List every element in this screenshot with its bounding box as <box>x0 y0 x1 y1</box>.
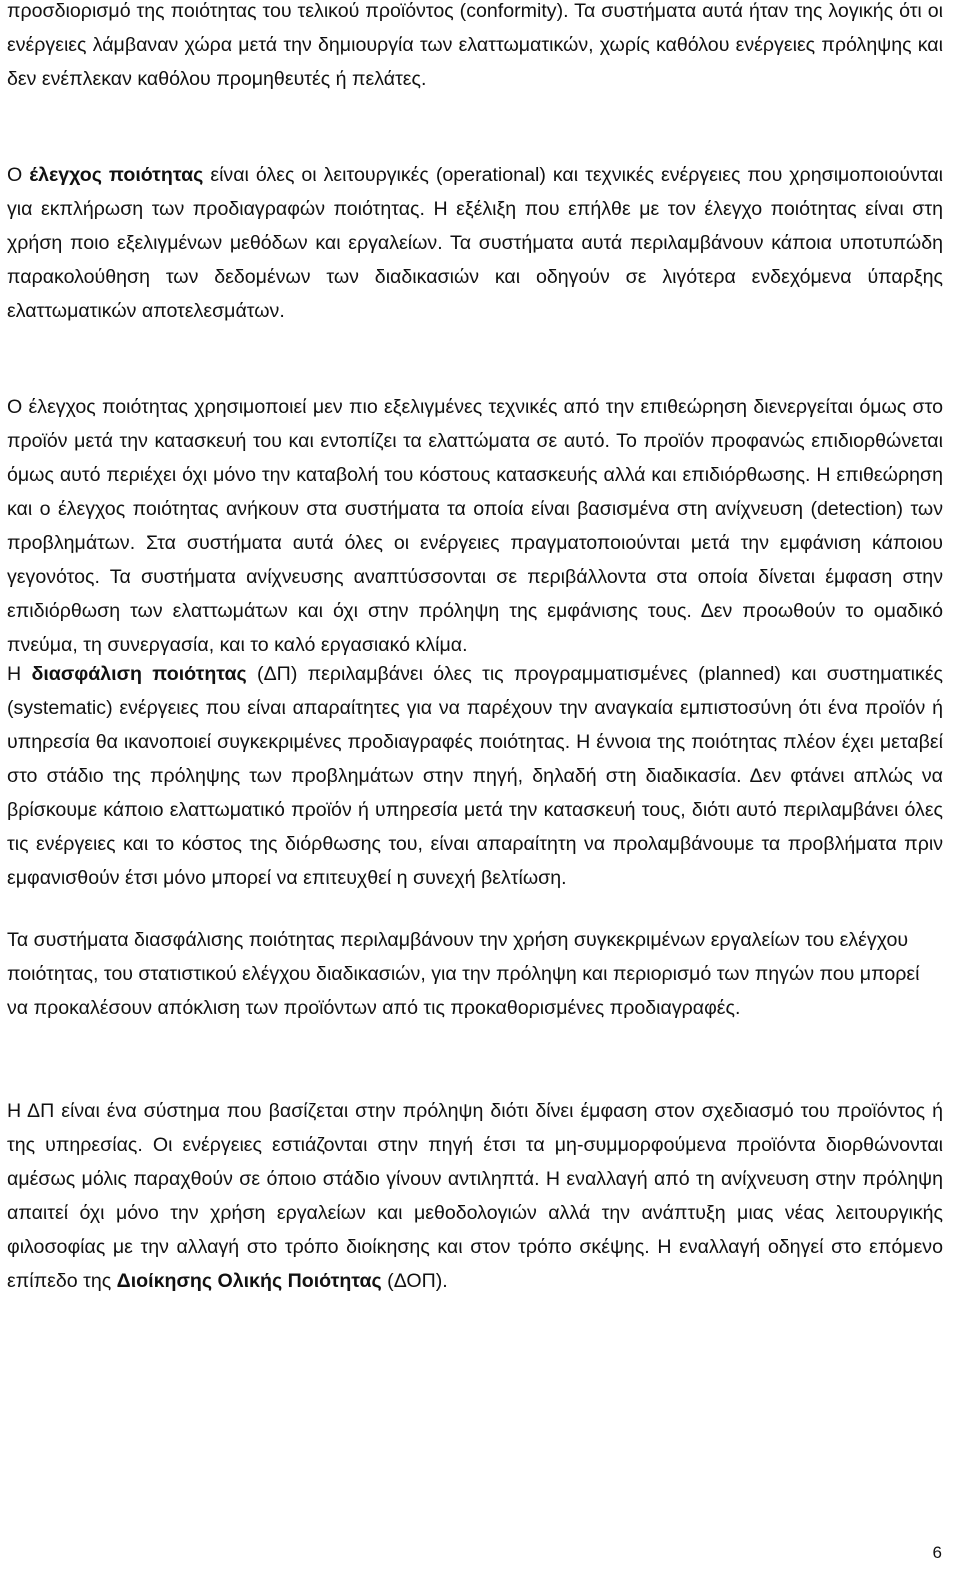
paragraph-quality-control <box>7 158 943 328</box>
term-total-quality-management: Διοίκησης Ολικής Ποιότητας <box>116 1270 382 1292</box>
paragraph-text: Η <box>7 663 32 685</box>
paragraph-text: (ΔΠ) περιλαμβάνει όλες τις προγραμματισμένες (planned) και συστηματικές (systematic) ενέργειες που είναι απαραίτητες για να παρέχουν την αναγκαία εμπιστοσύνη ότι ένα προϊόν ή υπηρεσία θα ικανοποιεί συγκεκριμένες προδιαγραφές ποιότητας. Η έννοια της ποιότητας πλέον έχει μεταβεί στο στάδιο της πρόληψης των προβλημάτων στην πηγή, δηλαδή στη διαδικασία. Δεν φτάνει απλώς να βρίσκουμε κάποιο ελαττωματικό προϊόν ή υπηρεσία μετά την κατασκευή τους, διότι αυτό περιλαμβάνει όλες τις ενέργειες και το κόστος της διόρθωσης του, είναι απαραίτητη να προλαμβάνουμε τα προβλήματα πριν εμφανισθούν έτσι μόνο μπορεί να επιτευχθεί η συνεχή βελτίωση. <box>7 663 943 889</box>
paragraph-text: είναι όλες οι λειτουργικές (operational) και τεχνικές ενέργειες που χρησιμοποιούνται για εκπλήρωση των προδιαγραφών ποιότητας. Η εξέλιξη που επήλθε με τον έλεγχο ποιότητας είναι στη χρήση ποιο εξελιγμένων μεθόδων και εργαλείων. Τα συστήματα αυτά περιλαμβάνουν κάποια υποτυπώδη παρακολούθηση των δεδομένων των διαδικασιών και οδηγούν σε λιγότερα ενδεχόμενα ύπαρξης ελαττωματικών αποτελεσμάτων. <box>7 164 944 322</box>
paragraph-text: Ο έλεγχος ποιότητας χρησιμοποιεί μεν πιο εξελιγμένες τεχνικές από την επιθεώρηση διενεργείται όμως στο προϊόν μετά την κατασκευή του και εντοπίζει τα ελαττώματα σε αυτό. Το προϊόν προφανώς επιδιορθώνεται όμως αυτό περιέχει όχι μόνο την καταβολή του κόστους κατασκευής αλλά και επιδιόρθωσης. Η επιθεώρηση και ο έλεγχος ποιότητας ανήκουν στα συστήματα τα οποία είναι βασισμένα στη ανίχνευση (detection) των προβλημάτων. Στα συστήματα αυτά όλες οι ενέργειες πραγματοποιούνται μετά την εμφάνιση κάποιου γεγονότος. Τα συστήματα ανίχνευσης αναπτύσσονται σε περιβάλλοντα στα οποία δίνεται έμφαση στην επιδιόρθωση των ελαττωμάτων και όχι στην πρόληψη της εμφάνισης τους. Δεν προωθούν το ομαδικό πνεύμα, τη συνεργασία, και το καλό εργασιακό κλίμα. <box>7 396 943 656</box>
paragraph-conformity <box>7 0 943 96</box>
paragraph-prevention <box>7 1094 943 1298</box>
paragraph-text: προσδιορισμό της ποιότητας του τελικού προϊόντος (conformity). Τα συστήματα αυτά ήταν της λογικής ότι οι ενέργειες λάμβαναν χώρα μετά την δημιουργία των ελαττωματικών, χωρίς καθόλου ενέργειες πρόληψης και δεν ενέπλεκαν καθόλου προμηθευτές ή πελάτες. <box>7 0 943 90</box>
paragraph-text: Τα συστήματα διασφάλισης ποιότητας περιλαμβάνουν την χρήση συγκεκριμένων εργαλείων του ελέγχου ποιότητας, του στατιστικού ελέγχου διαδικασιών, για την πρόληψη και περιορισμό των πηγών που μπορεί να προκαλέσουν απόκλιση των προϊόντων από τις προκαθορισμένες προδιαγραφές. <box>7 929 920 1019</box>
paragraph-quality-assurance <box>7 657 943 895</box>
term-quality-assurance: διασφάλιση ποιότητας <box>31 663 247 685</box>
paragraph-qa-systems <box>7 923 943 1025</box>
term-quality-control: έλεγχος ποιότητας <box>29 164 204 186</box>
page-number: 6 <box>932 1543 942 1562</box>
paragraph-text: (ΔΟΠ). <box>381 1270 448 1292</box>
paragraph-text: Η ΔΠ είναι ένα σύστημα που βασίζεται στην πρόληψη διότι δίνει έμφαση στον σχεδιασμό του προϊόντος ή της υπηρεσίας. Οι ενέργειες εστιάζονται στην πηγή έτσι τα μη-συμμορφούμενα προϊόντα διορθώνονται αμέσως μόλις παραχθούν σε όποιο στάδιο γίνουν αντιληπτά. Η εναλλαγή από τη ανίχνευση στην πρόληψη απαιτεί όχι μόνο την χρήση εργαλείων και μεθοδολογιών αλλά την ανάπτυξη μιας νέας λειτουργικής φιλοσοφίας με την αλλαγή στο τρόπο διοίκησης και στον τρόπο σκέψης. Η εναλλαγή οδηγεί στο επόμενο επίπεδο της <box>7 1100 943 1292</box>
paragraph-text: Ο <box>7 164 30 186</box>
paragraph-inspection-detection <box>7 390 943 662</box>
